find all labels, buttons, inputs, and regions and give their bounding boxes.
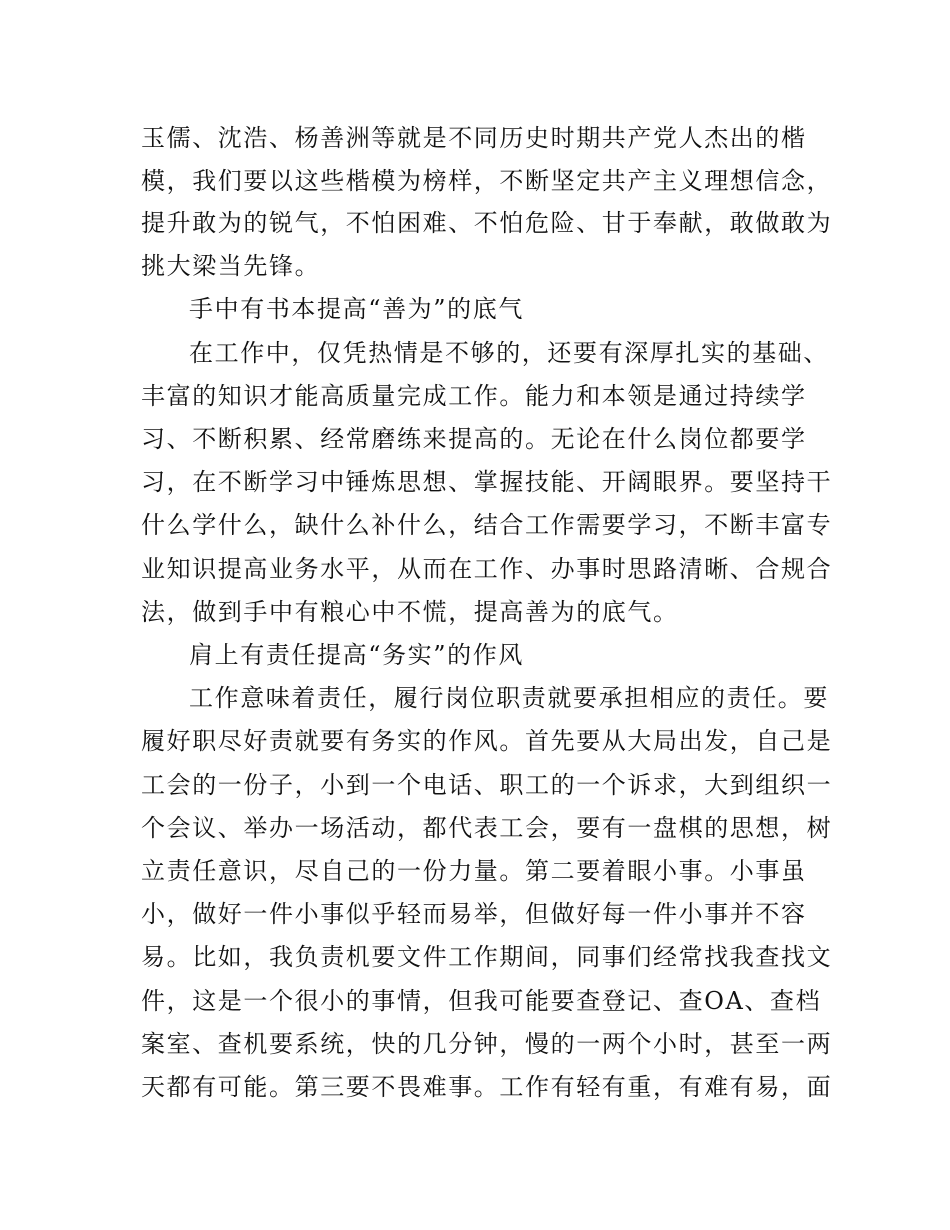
paragraph-line: 小，做好一件小事似乎轻而易举，但做好每一件小事并不容	[141, 900, 807, 928]
paragraph-line: 法，做到手中有粮心中不慌，提高善为的底气。	[141, 598, 679, 626]
paragraph-line: 什么学什么，缺什么补什么，结合工作需要学习，不断丰富专	[141, 511, 833, 539]
paragraph-line: 件，这是一个很小的事情，但我可能要查登记、查OA、查档	[141, 987, 822, 1015]
paragraph-line: 案室、查机要系统，快的几分钟，慢的一两个小时，甚至一两	[141, 1030, 833, 1058]
paragraph-line: 个会议、举办一场活动，都代表工会，要有一盘棋的思想，树	[141, 814, 833, 842]
section-heading: 手中有书本提高“善为”的底气	[189, 295, 524, 323]
paragraph-line: 立责任意识，尽自己的一份力量。第二要着眼小事。小事虽	[141, 857, 807, 885]
paragraph-line: 业知识提高业务水平，从而在工作、办事时思路清晰、合规合	[141, 555, 833, 583]
paragraph-line: 履好职尽好责就要有务实的作风。首先要从大局出发，自己是	[141, 727, 833, 755]
paragraph-line: 在工作中，仅凭热情是不够的，还要有深厚扎实的基础、	[189, 339, 829, 367]
paragraph-line: 提升敢为的锐气，不怕困难、不怕危险、甘于奉献，敢做敢为	[141, 209, 833, 237]
paragraph-line: 玉儒、沈浩、杨善洲等就是不同历史时期共产党人杰出的楷	[141, 124, 807, 152]
paragraph-line: 工作意味着责任，履行岗位职责就要承担相应的责任。要	[189, 684, 829, 712]
paragraph-line: 习，在不断学习中锤炼思想、掌握技能、开阔眼界。要坚持干	[141, 468, 833, 496]
paragraph-line: 习、不断积累、经常磨练来提高的。无论在什么岗位都要学	[141, 425, 807, 453]
paragraph-line: 模，我们要以这些楷模为榜样，不断坚定共产主义理想信念，	[141, 167, 833, 195]
paragraph-line: 易。比如，我负责机要文件工作期间，同事们经常找我查找文	[141, 943, 833, 971]
paragraph-line: 挑大梁当先锋。	[141, 252, 321, 280]
paragraph-line: 天都有可能。第三要不畏难事。工作有轻有重，有难有易，面	[141, 1073, 833, 1101]
paragraph-line: 丰富的知识才能高质量完成工作。能力和本领是通过持续学	[141, 382, 807, 410]
paragraph-line: 工会的一份子，小到一个电话、职工的一个诉求，大到组织一	[141, 771, 833, 799]
section-heading: 肩上有责任提高“务实”的作风	[189, 641, 524, 669]
